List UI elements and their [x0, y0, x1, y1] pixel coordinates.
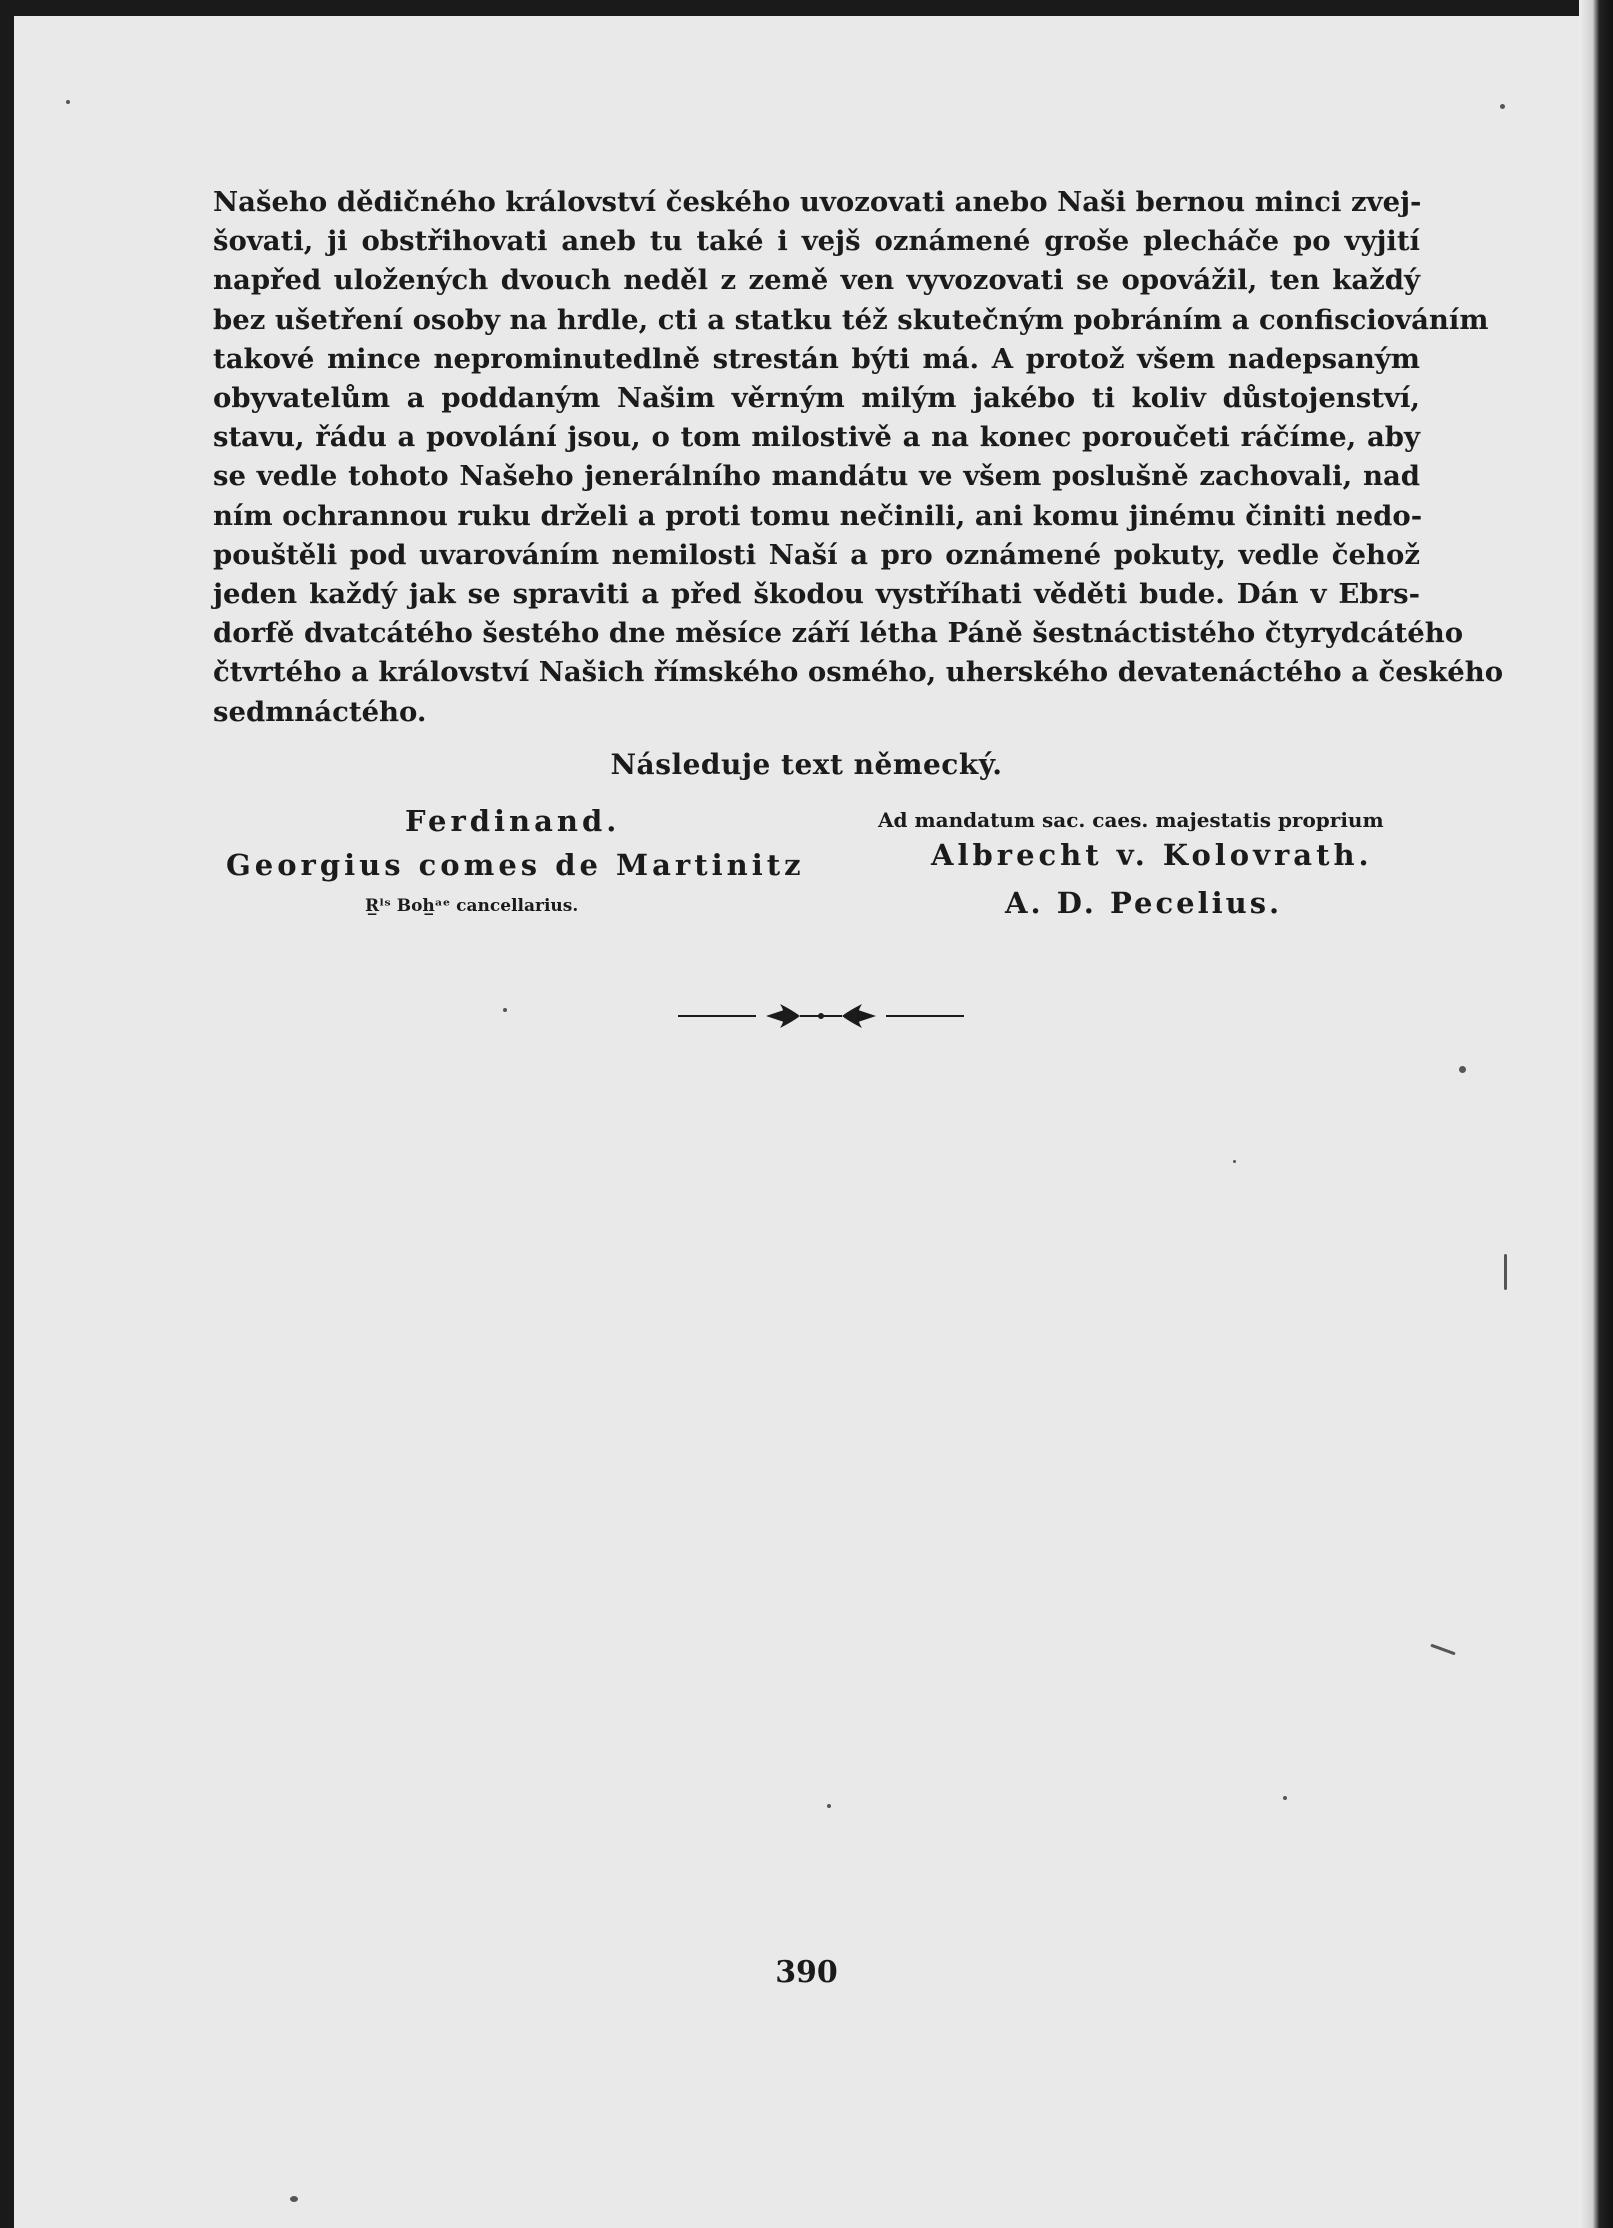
body-line: napřed uložených dvouch neděl z země ven vyvozovati se opovážil, ten každý — [213, 264, 1420, 297]
body-line: stavu, řádu a povolání jsou, o tom milostivě a na konec poroučeti ráčíme, aby — [213, 421, 1420, 454]
signature-albrecht: Albrecht v. Kolovrath. — [931, 838, 1373, 872]
paper-speck — [1459, 1066, 1466, 1073]
body-line: bez ušetření osoby na hrdle, cti a statku též skutečným pobráním a confisciováním — [213, 303, 1489, 336]
paper-speck — [1233, 1160, 1236, 1163]
signature-ferdinand: Ferdinand. — [405, 804, 621, 838]
signature-georgius: Georgius comes de Martinitz — [226, 848, 805, 882]
paper-speck — [1283, 1796, 1287, 1800]
page-number: 390 — [775, 1955, 838, 1990]
decorative-divider-icon — [676, 996, 966, 1036]
paper-speck — [1504, 1254, 1507, 1290]
signature-chancellor-title: R̲ˡˢ Boh̲ᵃᵉ cancellarius. — [365, 896, 579, 916]
book-spine-edge — [1579, 0, 1613, 2228]
body-line: takové mince neprominutedlně strestán býti má. A protož všem nadepsaným — [213, 342, 1420, 375]
body-line: se vedle tohoto Našeho jenerálního mandátu ve všem poslušně zachovali, nad — [213, 460, 1420, 493]
paper-speck — [66, 100, 70, 104]
body-line: sedmnáctého. — [213, 695, 427, 728]
body-line: pouštěli pod uvarováním nemilosti Naší a pro oznámené pokuty, vedle čehož — [213, 538, 1420, 571]
body-paragraph — [213, 183, 1504, 732]
body-line: dorfě dvatcátého šestého dne měsíce září létha Páně šestnáctistého čtyrydcátého — [213, 617, 1464, 650]
body-line: Našeho dědičného království českého uvozovati anebo Naši bernou minci zvej- — [213, 186, 1422, 218]
body-line: čtvrtého a království Našich římského osmého, uherského devatenáctého a českého — [213, 656, 1504, 689]
paper-speck — [827, 1804, 831, 1808]
body-line: jeden každý jak se spraviti a před škodou vystříhati věděti bude. Dán v Ebrs- — [213, 578, 1420, 611]
paper-speck — [1500, 104, 1505, 109]
signature-ad-mandatum: Ad mandatum sac. caes. majestatis proprium — [878, 808, 1384, 832]
body-line: šovati, ji obstřihovati aneb tu také i vejš oznámené groše plecháče po vyjití — [213, 225, 1420, 258]
body-line: ním ochrannou ruku drželi a proti tomu nečinili, ani komu jinému činiti nedo- — [213, 499, 1423, 532]
paper-speck — [290, 2196, 298, 2202]
body-line: obyvatelům a poddaným Našim věrným milým jakébo ti koliv důstojenství, — [213, 382, 1420, 415]
section-subheading: Následuje text německý. — [610, 748, 1003, 781]
signature-pecelius: A. D. Pecelius. — [1005, 886, 1283, 920]
paper-speck — [503, 1008, 507, 1012]
